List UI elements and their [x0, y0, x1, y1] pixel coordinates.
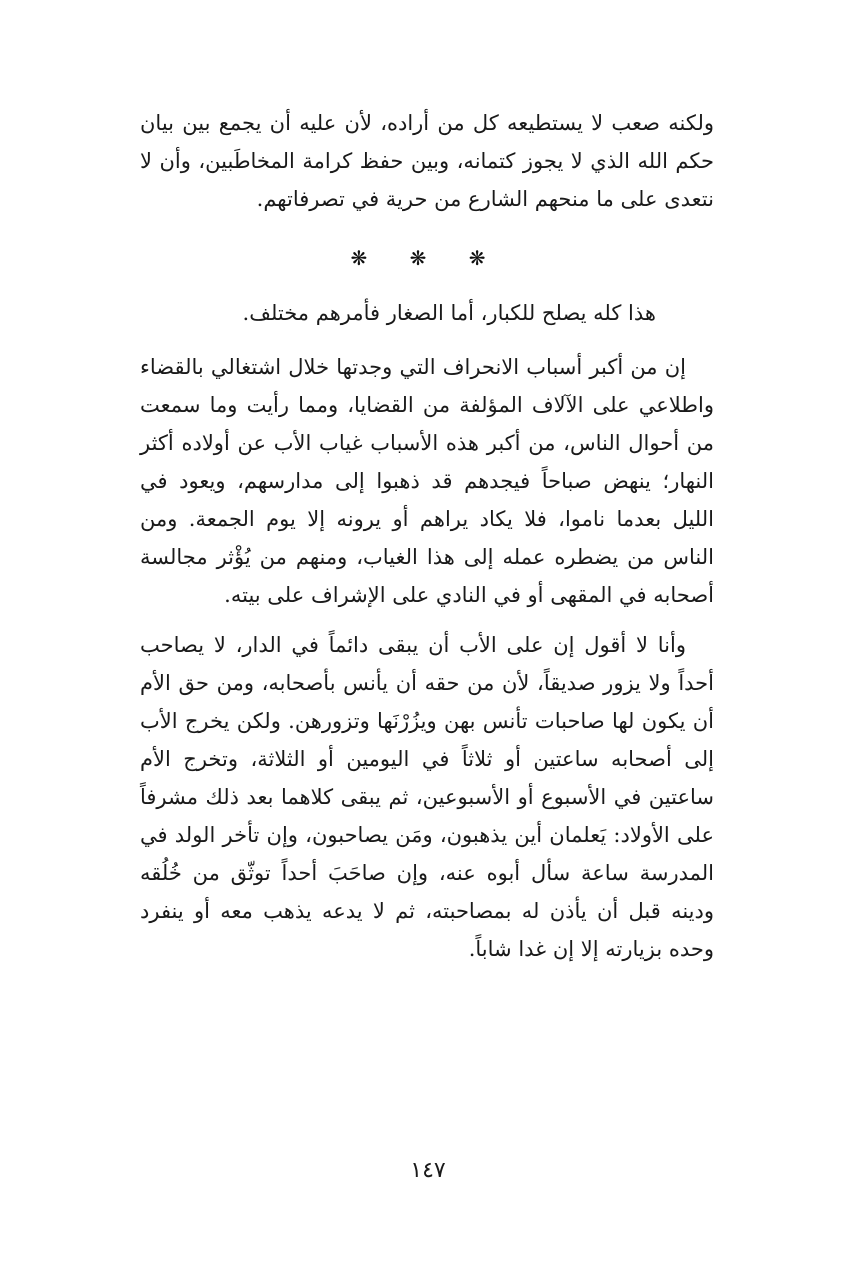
- paragraph-3: إن من أكبر أسباب الانحراف التي وجدتها خلال اشتغالي بالقضاء واطلاعي على الآلاف المؤلفة من القضايا، ومما رأيت وما سمعت من أحوال الناس، من أكبر هذه الأسباب غياب الأب عن أولاده أكثر النهار؛ ينهض صباحاً فيجدهم قد ذهبوا إلى مدارسهم، ويعود في الليل بعدما ناموا، فلا يكاد يراهم أو يرونه إلا يوم الجمعة. ومن الناس من يضطره عمله إلى هذا الغياب، ومنهم من يُؤْثر مجالسة أصحابه في المقهى أو في النادي على الإشراف على بيته.: [140, 355, 714, 607]
- paragraph-4: وأنا لا أقول إن على الأب أن يبقى دائماً في الدار، لا يصاحب أحداً ولا يزور صديقاً، لأن من حقه أن يأنس بأصحابه، ومن حق الأم أن يكون لها صاحبات تأنس بهن ويزُرْنَها وتزورهن. ولكن يخرج الأب إلى أصحابه ساعتين أو ثلاثاً في اليومين أو الثلاثة، وتخرج الأم ساعتين في الأسبوع أو الأسبوعين، ثم يبقى كلاهما بعد ذلك مشرفاً على الأولاد: يَعلمان أين يذهبون، ومَن يصاحبون، وإن تأخر الولد في المدرسة ساعة سأل أبوه عنه، وإن صاحَبَ أحداً توثّق من خُلُقه ودينه قبل أن يأذن له بمصاحبته، ثم لا يدعه يذهب معه أو ينفرد وحده بزيارته إلا إن غدا شاباً.: [140, 633, 714, 961]
- paragraph-1: ولكنه صعب لا يستطيعه كل من أراده، لأن عليه أن يجمع بين بيان حكم الله الذي لا يجوز كتمانه، وبين حفظ كرامة المخاطَبين، وأن لا نتعدى على ما منحهم الشارع من حرية في تصرفاتهم.: [140, 111, 714, 211]
- paragraph-2: هذا كله يصلح للكبار، أما الصغار فأمرهم مختلف.: [242, 301, 656, 325]
- paragraph-gap: [140, 614, 714, 626]
- page-body: [140, 104, 714, 1204]
- page-number: ١٤٧: [410, 1158, 446, 1183]
- section-separator: ❋ ❋ ❋: [350, 246, 504, 270]
